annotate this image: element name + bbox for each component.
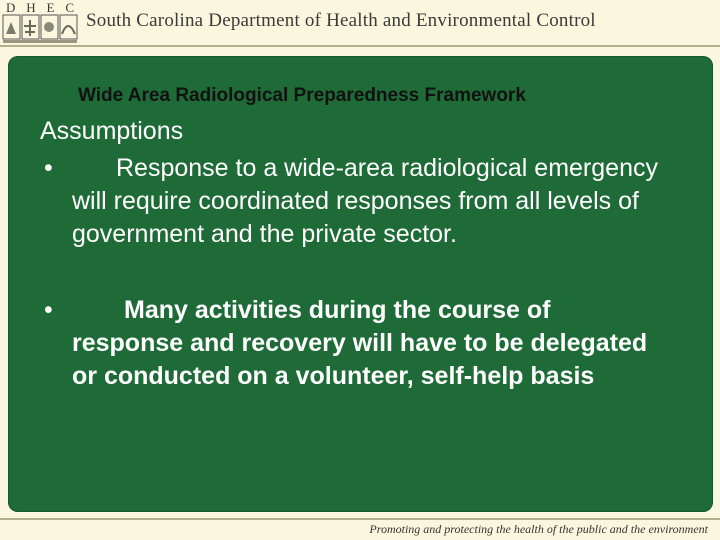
logo-letter-d: D (6, 0, 16, 15)
logo-letters (2, 0, 78, 14)
bullet-text-2: Many activities during the course of response and recovery will have to be delegated or conducted on a volunteer, self-help basis (72, 296, 648, 390)
footer-tagline: Promoting and protecting the health of the public and the environment (369, 522, 708, 536)
bullet-marker: • (44, 296, 53, 324)
logo-letter-e: E (46, 0, 55, 15)
logo-letter-c: C (65, 0, 74, 15)
header-bar (0, 0, 720, 46)
footer-divider (0, 518, 720, 520)
bullet-marker: • (44, 154, 53, 182)
slide-title: Wide Area Radiological Preparedness Framework (78, 85, 526, 106)
bullet-text-1: Response to a wide-area radiological emergency will require coordinated responses from all levels of government and the private sector. (72, 154, 658, 248)
section-heading: Assumptions (40, 117, 184, 145)
bullet-item (72, 152, 662, 251)
header-divider (0, 45, 720, 47)
department-name: South Carolina Department of Health and Environmental Control (86, 10, 596, 31)
dhec-logo (0, 0, 78, 44)
logo-letter-h: H (26, 0, 36, 15)
logo-emblem-icon (2, 14, 78, 44)
bullet-item (72, 294, 662, 393)
